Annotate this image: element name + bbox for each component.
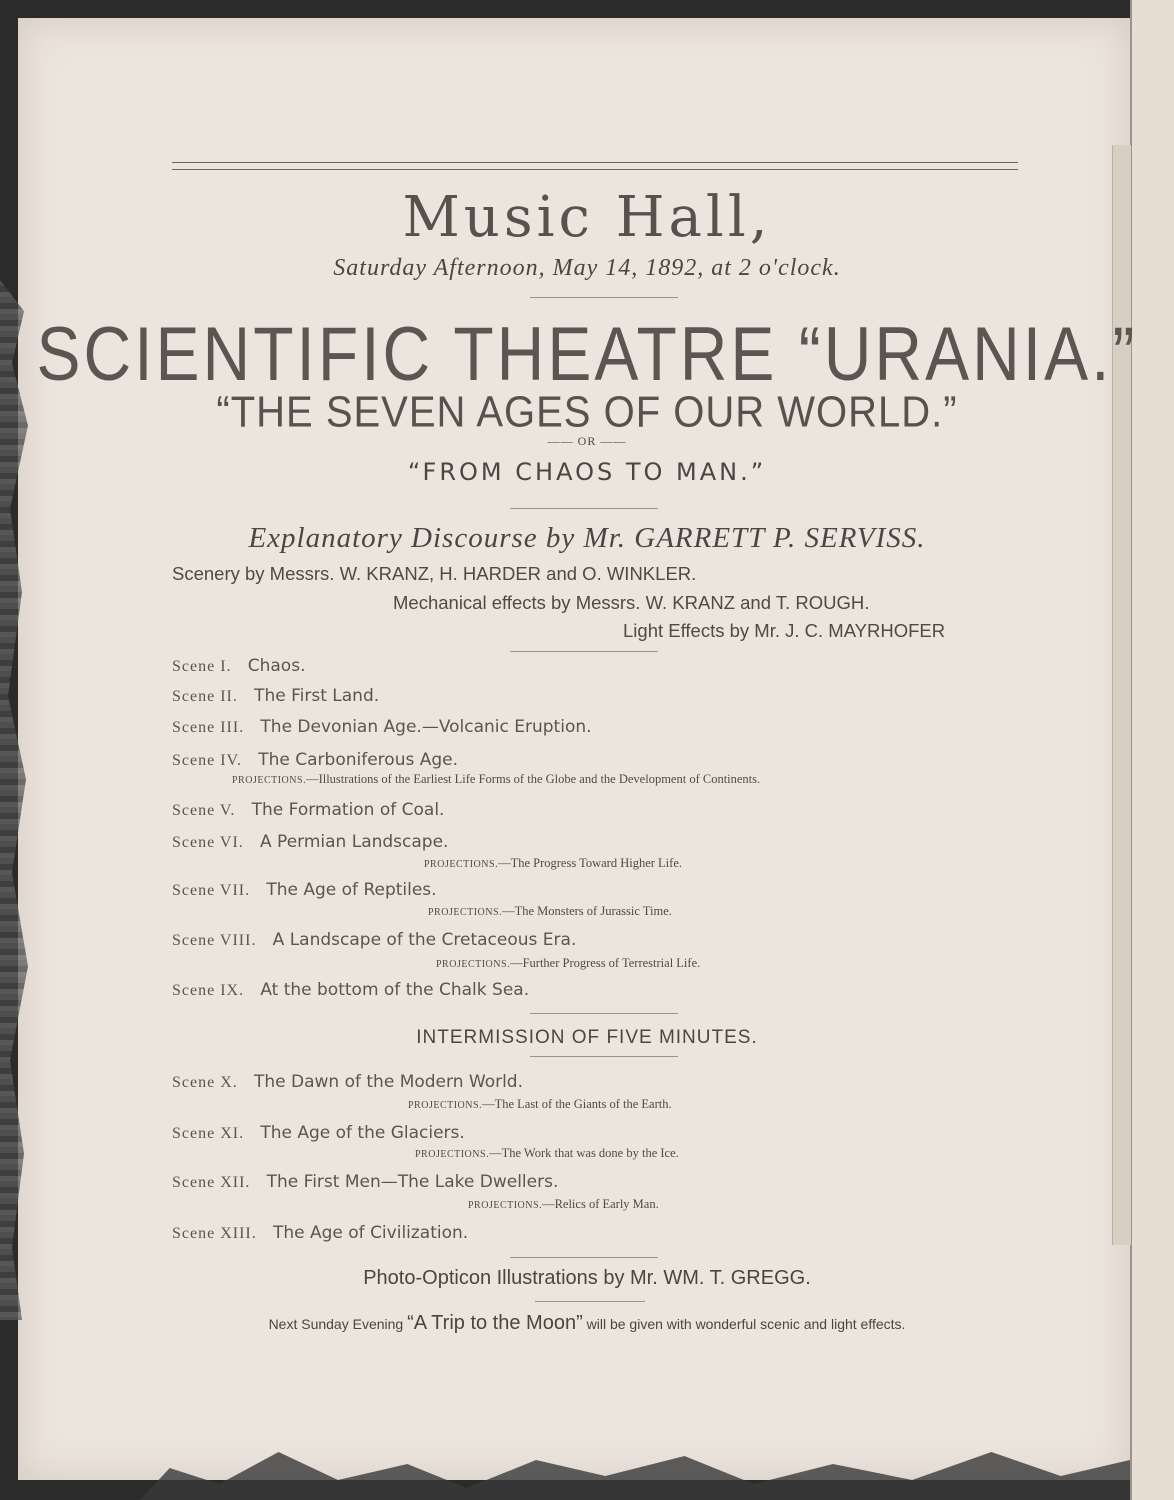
projection-note (436, 956, 700, 971)
projection-label: PROJECTIONS. (424, 859, 499, 870)
scene-label: Scene X. (172, 1074, 238, 1091)
scene-title: A Permian Landscape. (260, 832, 449, 852)
scene-label: Scene VIII. (172, 932, 257, 949)
scene-title: Chaos. (247, 656, 306, 676)
scene-row (172, 880, 437, 900)
divider (530, 297, 678, 298)
header-rule (172, 162, 1018, 170)
alt-title: “FROM CHAOS TO MAN.” (407, 458, 767, 486)
scene-label: Scene IV. (172, 752, 243, 769)
next-suffix: will be given with wonderful scenic and light effects. (586, 1316, 906, 1332)
scene-row (172, 800, 444, 820)
photo-opticon-credit: Photo-Opticon Illustrations by Mr. WM. T. GREGG. (363, 1267, 811, 1289)
mechanical-credit: Mechanical effects by Messrs. W. KRANZ and T. ROUGH. (393, 592, 870, 613)
scene-label: Scene XII. (172, 1174, 251, 1191)
projection-label: PROJECTIONS. (436, 959, 511, 970)
projection-note (428, 904, 672, 919)
scene-title: The Formation of Coal. (251, 800, 445, 820)
scene-row (172, 930, 576, 950)
scene-title: The Age of Reptiles. (266, 880, 437, 900)
scene-label: Scene I. (172, 658, 232, 675)
scene-row (172, 1123, 465, 1143)
light-credit: Light Effects by Mr. J. C. MAYRHOFER (623, 620, 946, 641)
projection-note (468, 1197, 659, 1212)
projection-note (424, 856, 682, 871)
scene-label: Scene VII. (172, 882, 251, 899)
projection-text: —The Last of the Giants of the Earth. (482, 1097, 672, 1111)
scene-title: The First Men—The Lake Dwellers. (266, 1172, 559, 1192)
subtitle: “THE SEVEN AGES OF OUR WORLD.” (216, 388, 958, 437)
scene-title: At the bottom of the Chalk Sea. (260, 980, 530, 1000)
scene-title: The First Land. (254, 686, 380, 706)
scene-title: The Carboniferous Age. (258, 750, 459, 770)
scene-row (172, 717, 592, 737)
scene-title: A Landscape of the Cretaceous Era. (272, 930, 577, 950)
scene-label: Scene V. (172, 802, 236, 819)
scene-title: The Age of Civilization. (272, 1223, 469, 1243)
next-sunday-notice (0, 1312, 1174, 1335)
scene-row (172, 1223, 468, 1243)
divider (530, 1013, 678, 1014)
intermission: INTERMISSION OF FIVE MINUTES. (416, 1027, 758, 1048)
scene-label: Scene III. (172, 719, 245, 736)
projection-note (408, 1097, 672, 1112)
scene-row (172, 656, 305, 676)
scene-label: Scene II. (172, 688, 238, 705)
divider (530, 1056, 678, 1057)
dateline: Saturday Afternoon, May 14, 1892, at 2 o'clock. (333, 255, 841, 281)
divider (510, 651, 658, 652)
projection-text: —The Work that was done by the Ice. (489, 1146, 679, 1160)
projection-label: PROJECTIONS. (428, 907, 503, 918)
projection-note (232, 772, 760, 787)
scene-row (172, 1072, 523, 1092)
scene-row (172, 750, 458, 770)
page-title: Music Hall, (402, 185, 772, 250)
projection-label: PROJECTIONS. (232, 775, 307, 786)
scene-label: Scene IX. (172, 982, 245, 999)
projection-label: PROJECTIONS. (408, 1100, 483, 1111)
or-separator: —— OR —— (547, 434, 627, 448)
projection-text: —The Progress Toward Higher Life. (498, 856, 682, 870)
scene-label: Scene VI. (172, 834, 244, 851)
next-title: “A Trip to the Moon” (407, 1312, 583, 1334)
scene-label: Scene XI. (172, 1125, 245, 1142)
discourse-credit: Explanatory Discourse by Mr. GARRETT P. SERVISS. (248, 522, 926, 554)
scene-label: Scene XIII. (172, 1225, 257, 1242)
projection-text: —The Monsters of Jurassic Time. (502, 904, 672, 918)
projection-text: —Illustrations of the Earliest Life Forms of the Globe and the Development of Continents. (306, 772, 761, 786)
scene-title: The Dawn of the Modern World. (253, 1072, 523, 1092)
scene-row (172, 1172, 558, 1192)
scene-row (172, 980, 529, 1000)
projection-note (415, 1146, 679, 1161)
scene-row (172, 832, 448, 852)
projection-label: PROJECTIONS. (468, 1200, 543, 1211)
scenery-credit: Scenery by Messrs. W. KRANZ, H. HARDER and O. WINKLER. (172, 563, 697, 584)
projection-text: —Relics of Early Man. (542, 1197, 659, 1211)
next-prefix: Next Sunday Evening (268, 1316, 404, 1332)
divider (510, 508, 658, 509)
divider (510, 1257, 658, 1258)
scene-title: The Devonian Age.—Volcanic Eruption. (260, 717, 592, 737)
projection-label: PROJECTIONS. (415, 1149, 490, 1160)
main-title: SCIENTIFIC THEATRE “URANIA.” (36, 311, 1138, 397)
divider (535, 1301, 645, 1302)
scene-row (172, 686, 379, 706)
scene-title: The Age of the Glaciers. (260, 1123, 465, 1143)
projection-text: —Further Progress of Terrestrial Life. (510, 956, 701, 970)
or-text: OR (577, 434, 597, 448)
